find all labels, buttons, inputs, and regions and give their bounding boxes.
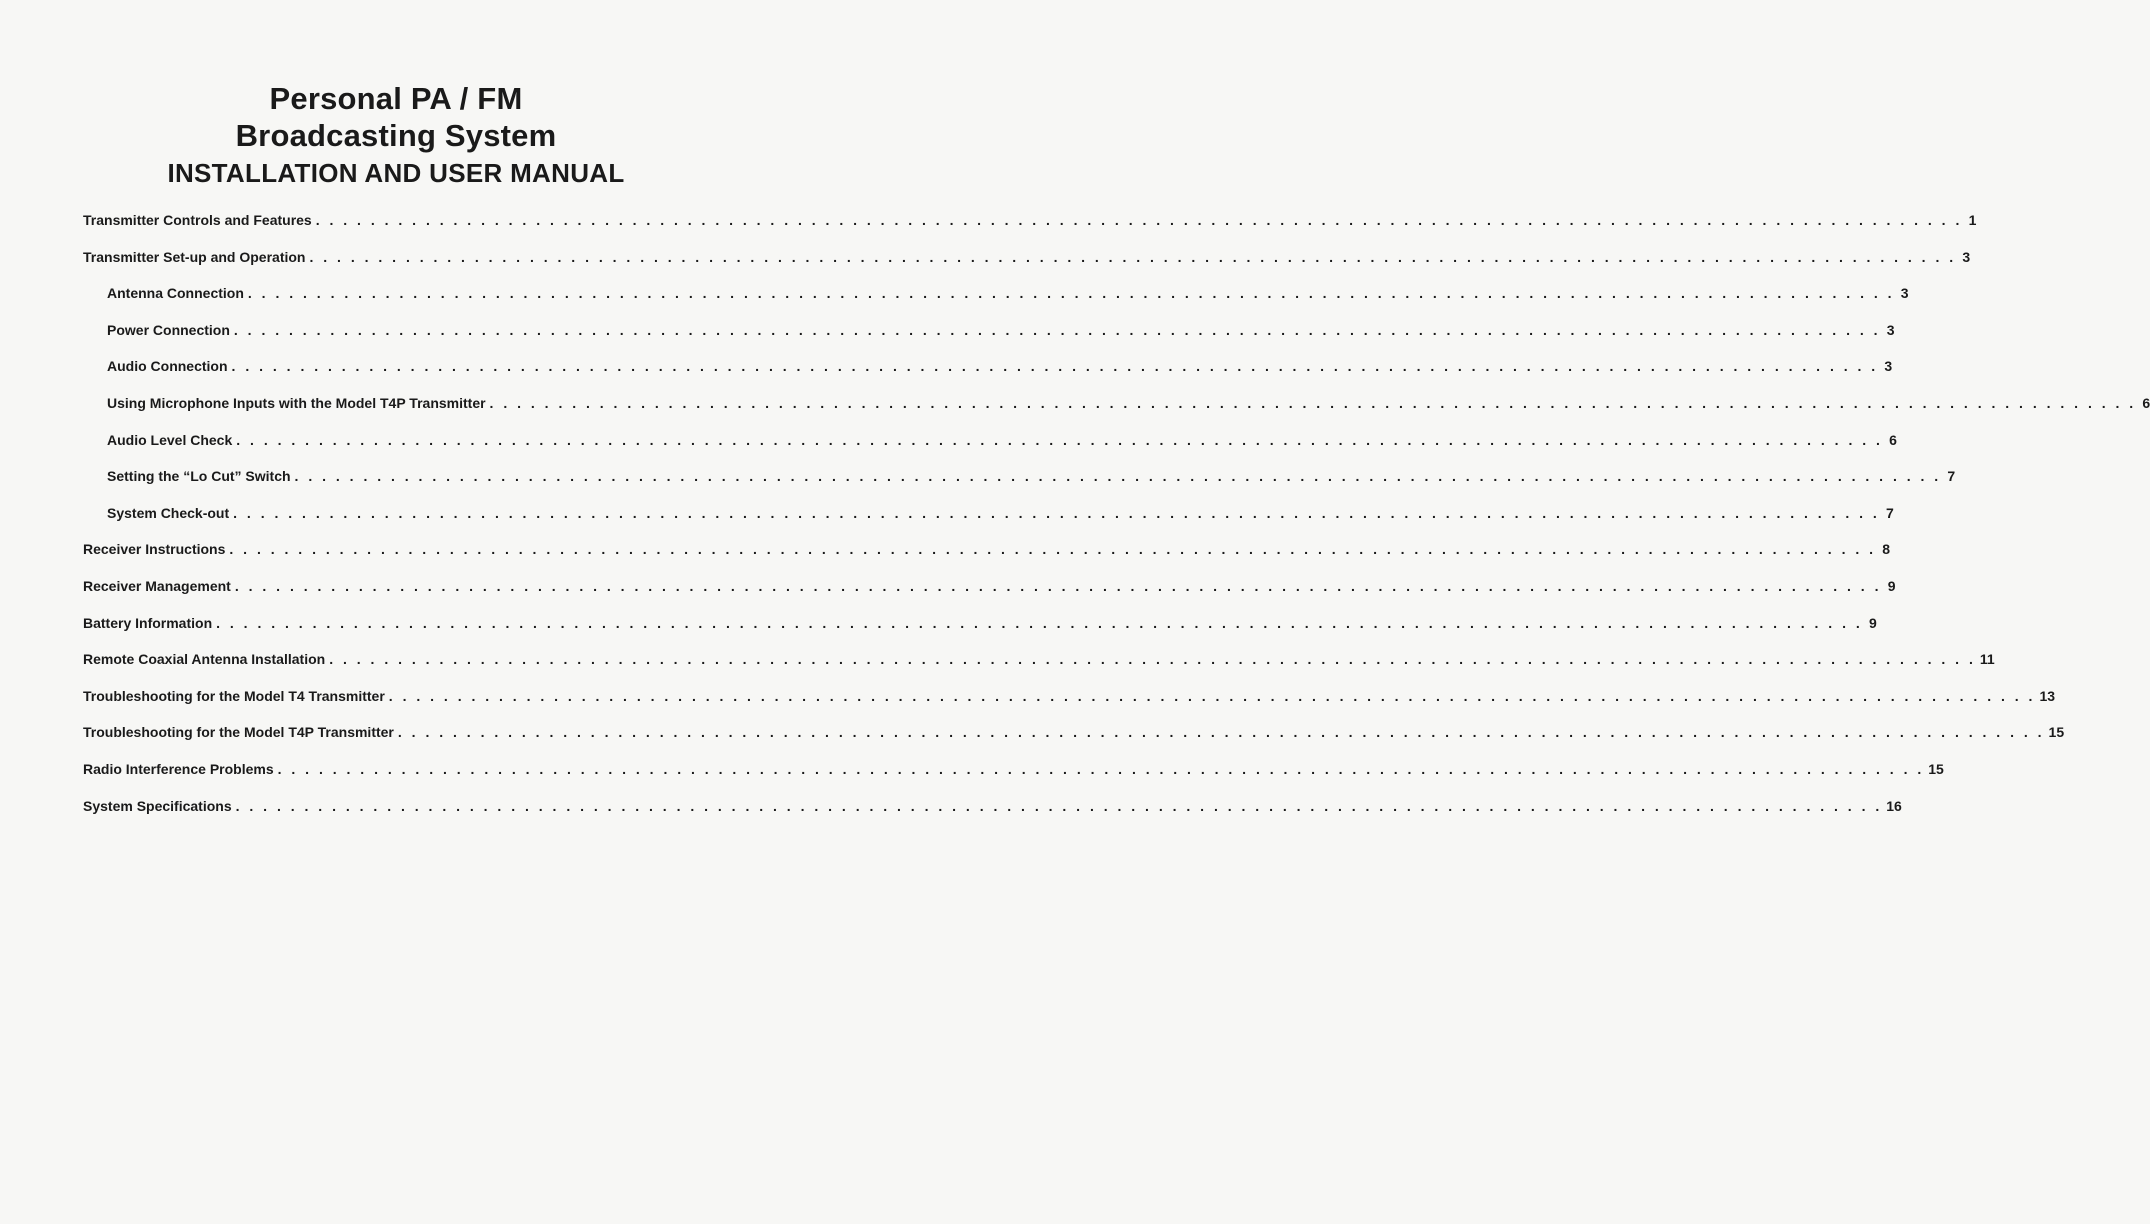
toc-entry	[83, 248, 1971, 286]
toc-entry-page-number: 6	[1889, 431, 1897, 448]
toc-entry-page-number: 7	[1947, 468, 1956, 485]
toc-dot-leader: . . . . . . . . . . . . . . . . . . . . . . . . . . . . . . . . . . . . . . . . . . . . . . . . . . . . . . . . . . . . . . . . . . . . . . . . . . . . . . . . . . . . . . . . . . . . . . . . . . . . . . . . . . . . . . . . . . . . . . . .	[309, 248, 1957, 265]
toc-entry-page-number: 7	[1886, 504, 1894, 521]
toc-dot-leader: . . . . . . . . . . . . . . . . . . . . . . . . . . . . . . . . . . . . . . . . . . . . . . . . . . . . . . . . . . . . . . . . . . . . . . . . . . . . . . . . . . . . . . . . . . . . . . . . . . . . . . . . . . . . . . . . . . . . . . . .	[234, 577, 1882, 594]
toc-entry-label: Remote Coaxial Antenna Installation	[83, 651, 326, 668]
toc-entry-page-number: 15	[2048, 724, 2065, 741]
toc-dot-leader: . . . . . . . . . . . . . . . . . . . . . . . . . . . . . . . . . . . . . . . . . . . . . . . . . . . . . . . . . . . . . . . . . . . . . . . . . . . . . . . . . . . . . . . . . . . . . . . . . . . . . . . . . . . . . . . . . . . . . . . .	[489, 394, 2137, 411]
toc-entry	[83, 577, 1896, 615]
toc-dot-leader: . . . . . . . . . . . . . . . . . . . . . . . . . . . . . . . . . . . . . . . . . . . . . . . . . . . . . . . . . . . . . . . . . . . . . . . . . . . . . . . . . . . . . . . . . . . . . . . . . . . . . . . . . . . . . . . . . . . . . . . .	[247, 285, 1895, 302]
toc-entry	[83, 212, 1977, 249]
toc-entry	[83, 468, 1956, 505]
toc-entry-label: System Specifications	[83, 797, 232, 814]
toc-entry	[83, 614, 1877, 652]
toc-entry-page-number: 11	[1979, 651, 1995, 668]
toc-entry	[83, 760, 1944, 798]
toc-entry-label: Receiver Management	[83, 577, 231, 594]
title-line-2: Broadcasting System	[235, 118, 557, 153]
toc-entry	[83, 431, 1897, 469]
toc-entry-label: Radio Interference Problems	[83, 760, 274, 777]
toc-entry-page-number: 1	[1968, 212, 1977, 228]
toc-entry-label: System Check-out	[107, 504, 230, 521]
toc-dot-leader: . . . . . . . . . . . . . . . . . . . . . . . . . . . . . . . . . . . . . . . . . . . . . . . . . . . . . . . . . . . . . . . . . . . . . . . . . . . . . . . . . . . . . . . . . . . . . . . . . . . . . . . . . . . . . . . . . . . . . . . .	[294, 468, 1942, 485]
toc-dot-leader: . . . . . . . . . . . . . . . . . . . . . . . . . . . . . . . . . . . . . . . . . . . . . . . . . . . . . . . . . . . . . . . . . . . . . . . . . . . . . . . . . . . . . . . . . . . . . . . . . . . . . . . . . . . . . . . . . . . . . . . .	[329, 651, 1976, 668]
toc-entry-label: Troubleshooting for the Model T4P Transmitter	[83, 724, 394, 741]
subtitle: INSTALLATION AND USER MANUAL	[167, 158, 625, 188]
toc-entry	[83, 797, 1902, 835]
toc-entry-label: Battery Information	[83, 614, 213, 631]
toc-entry-page-number: 3	[1962, 248, 1971, 265]
toc-entry	[83, 651, 1995, 688]
toc-entry-label: Power Connection	[107, 321, 230, 338]
toc-entry-page-number: 8	[1882, 541, 1891, 558]
toc-entry-label: Audio Connection	[107, 358, 228, 375]
toc-entry-page-number: 3	[1886, 321, 1895, 338]
toc-dot-leader: . . . . . . . . . . . . . . . . . . . . . . . . . . . . . . . . . . . . . . . . . . . . . . . . . . . . . . . . . . . . . . . . . . . . . . . . . . . . . . . . . . . . . . . . . . . . . . . . . . . . . . . . . . . . . . . . . . . . . . . .	[397, 724, 2045, 741]
toc-dot-leader: . . . . . . . . . . . . . . . . . . . . . . . . . . . . . . . . . . . . . . . . . . . . . . . . . . . . . . . . . . . . . . . . . . . . . . . . . . . . . . . . . . . . . . . . . . . . . . . . . . . . . . . . . . . . . . . . . . . . . . . .	[229, 541, 1877, 558]
toc-dot-leader: . . . . . . . . . . . . . . . . . . . . . . . . . . . . . . . . . . . . . . . . . . . . . . . . . . . . . . . . . . . . . . . . . . . . . . . . . . . . . . . . . . . . . . . . . . . . . . . . . . . . . . . . . . . . . . . . . . . . . . . .	[277, 760, 1925, 777]
toc-entry-label: Audio Level Check	[107, 431, 233, 448]
toc-entry	[83, 724, 2065, 761]
toc-dot-leader: . . . . . . . . . . . . . . . . . . . . . . . . . . . . . . . . . . . . . . . . . . . . . . . . . . . . . . . . . . . . . . . . . . . . . . . . . . . . . . . . . . . . . . . . . . . . . . . . . . . . . . . . . . . . . . . . . . . . . . . .	[236, 431, 1883, 448]
toc-entry-page-number: 15	[1928, 760, 1944, 777]
title-block	[0, 80, 792, 190]
toc-dot-leader: . . . . . . . . . . . . . . . . . . . . . . . . . . . . . . . . . . . . . . . . . . . . . . . . . . . . . . . . . . . . . . . . . . . . . . . . . . . . . . . . . . . . . . . . . . . . . . . . . . . . . . . . . . . . . . . . . . . . . . . .	[235, 797, 1883, 814]
toc-entry-page-number: 3	[1884, 358, 1893, 375]
toc-entry	[83, 285, 1909, 322]
toc-entry-page-number: 9	[1868, 614, 1877, 631]
toc-entry-label: Transmitter Set-up and Operation	[83, 248, 306, 265]
toc-entry-page-number: 3	[1900, 285, 1909, 302]
toc-entry-label: Receiver Instructions	[83, 541, 226, 558]
toc-entry	[83, 504, 1894, 542]
toc-dot-leader: . . . . . . . . . . . . . . . . . . . . . . . . . . . . . . . . . . . . . . . . . . . . . . . . . . . . . . . . . . . . . . . . . . . . . . . . . . . . . . . . . . . . . . . . . . . . . . . . . . . . . . . . . . . . . . . . . . . . . . . .	[233, 504, 1880, 521]
toc-entry-label: Antenna Connection	[107, 285, 244, 302]
toc-dot-leader: . . . . . . . . . . . . . . . . . . . . . . . . . . . . . . . . . . . . . . . . . . . . . . . . . . . . . . . . . . . . . . . . . . . . . . . . . . . . . . . . . . . . . . . . . . . . . . . . . . . . . . . . . . . . . . . . . . . . . . . .	[216, 614, 1863, 631]
toc-entry	[83, 541, 1891, 578]
toc-entry	[83, 321, 1895, 359]
table-of-contents	[83, 212, 2150, 834]
toc-entry-page-number: 16	[1886, 797, 1902, 814]
toc-entry-label: Transmitter Controls and Features	[83, 212, 312, 228]
toc-dot-leader: . . . . . . . . . . . . . . . . . . . . . . . . . . . . . . . . . . . . . . . . . . . . . . . . . . . . . . . . . . . . . . . . . . . . . . . . . . . . . . . . . . . . . . . . . . . . . . . . . . . . . . . . . . . . . . . . . . . . . . . .	[231, 358, 1879, 375]
toc-entry-page-number: 13	[2039, 687, 2056, 704]
toc-entry-page-number: 9	[1887, 577, 1896, 594]
toc-entry-label: Setting the “Lo Cut” Switch	[107, 468, 291, 485]
toc-entry	[83, 394, 2150, 432]
toc-entry-label: Using Microphone Inputs with the Model T4P Transmitter	[107, 394, 486, 411]
toc-entry	[83, 358, 1893, 395]
title-line-1: Personal PA / FM	[269, 81, 523, 116]
toc-entry-label: Troubleshooting for the Model T4 Transmitter	[83, 687, 385, 704]
toc-dot-leader: . . . . . . . . . . . . . . . . . . . . . . . . . . . . . . . . . . . . . . . . . . . . . . . . . . . . . . . . . . . . . . . . . . . . . . . . . . . . . . . . . . . . . . . . . . . . . . . . . . . . . . . . . . . . . . . . . . . . . . . .	[388, 687, 2036, 704]
toc-dot-leader: . . . . . . . . . . . . . . . . . . . . . . . . . . . . . . . . . . . . . . . . . . . . . . . . . . . . . . . . . . . . . . . . . . . . . . . . . . . . . . . . . . . . . . . . . . . . . . . . . . . . . . . . . . . . . . . . . . . . . . . .	[315, 212, 1963, 228]
toc-entry-page-number: 6	[2142, 394, 2150, 411]
toc-entry	[83, 687, 2056, 725]
toc-dot-leader: . . . . . . . . . . . . . . . . . . . . . . . . . . . . . . . . . . . . . . . . . . . . . . . . . . . . . . . . . . . . . . . . . . . . . . . . . . . . . . . . . . . . . . . . . . . . . . . . . . . . . . . . . . . . . . . . . . . . . . . .	[233, 321, 1881, 338]
